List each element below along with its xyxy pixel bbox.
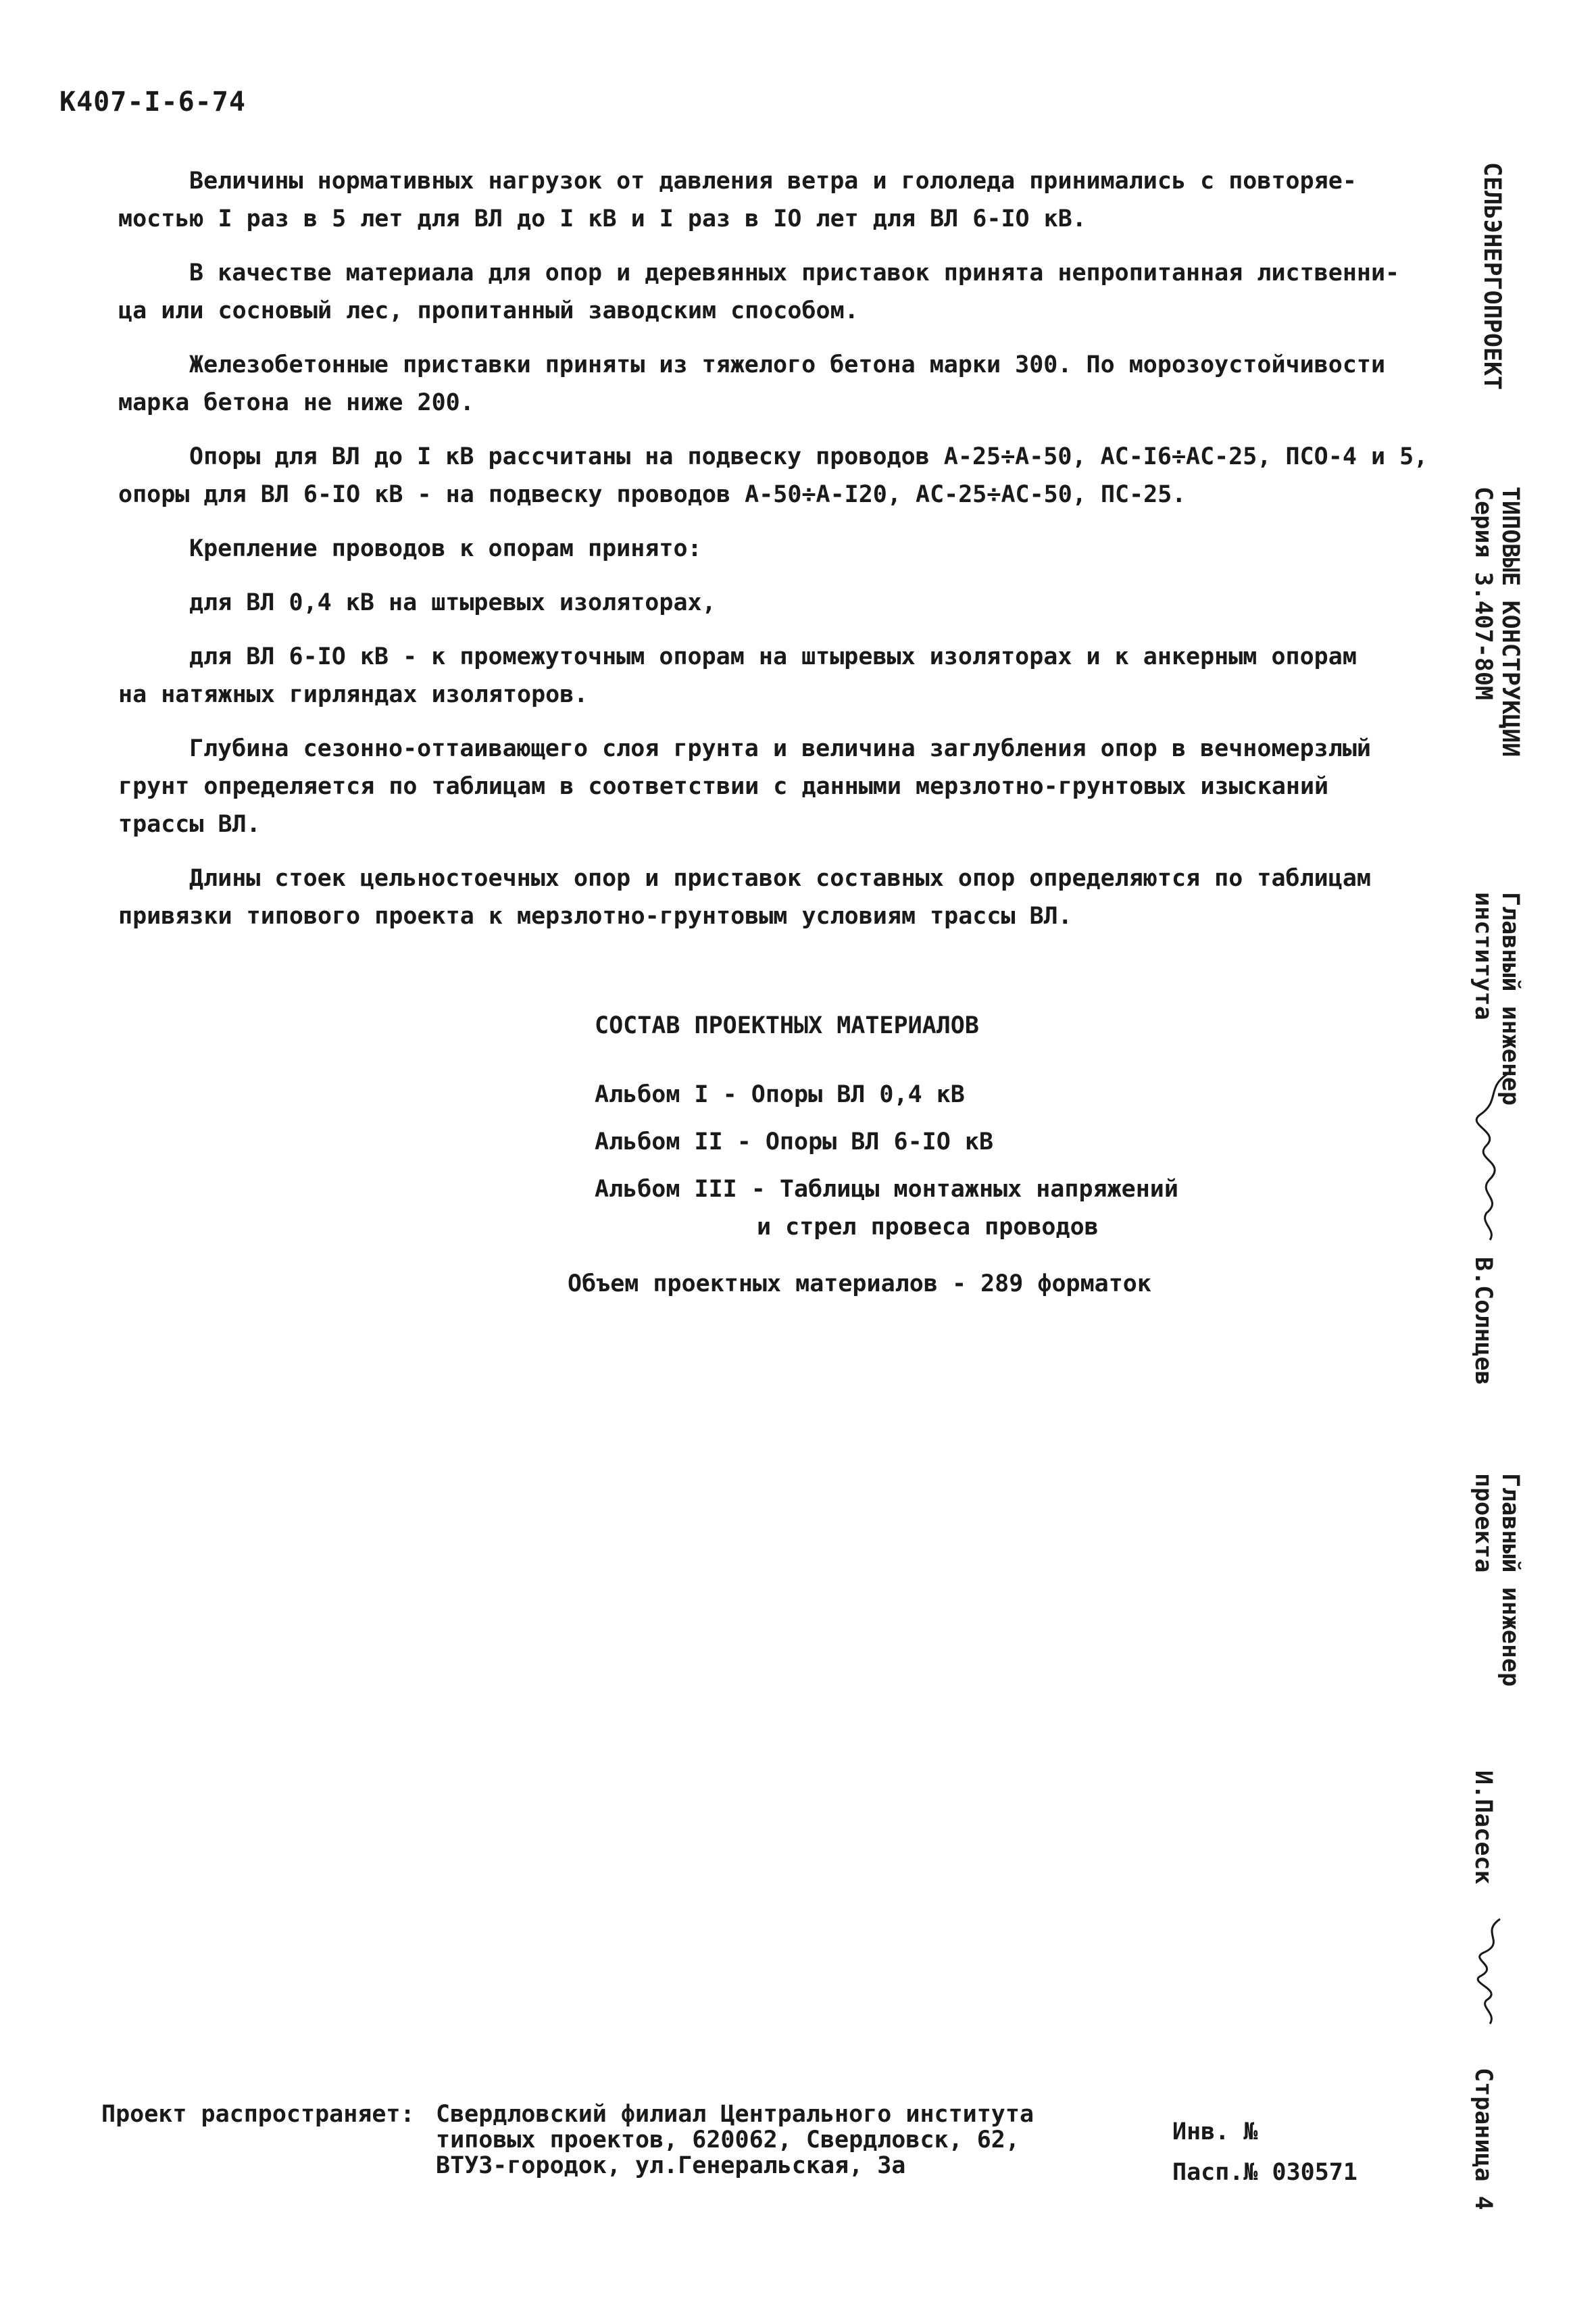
signature-solntsev [1460,1068,1520,1243]
side-chief-proj-name: И.Пасеск [1470,1770,1497,1885]
paragraph-line: для ВЛ 0,4 кВ на штыревых изоляторах, [189,589,716,616]
paragraph-line: Железобетонные приставки приняты из тяжелого бетона марки 300. По морозоустойчивости [189,351,1386,378]
side-title: ТИПОВЫЕ КОНСТРУКЦИИ [1497,487,1524,757]
side-page-label: Страница 4 [1470,2068,1497,2210]
side-chief-inst-1: Главный инженер [1497,892,1524,1106]
paragraph [118,638,1456,714]
paragraph-line: В качестве материала для опор и деревянных приставок принята непропитанная лиственни- [189,259,1400,287]
paragraph [118,860,1456,935]
body-text [118,162,1456,951]
album-3: Альбом III - Таблицы монтажных напряжений и стрел провеса проводов [595,1176,1178,1241]
footer-address: Свердловский филиал Центрального института типовых проектов, 620062, Свердловск, 62, ВТУЗ-городок, ул.Генеральская, 3а [436,2101,1034,2179]
inv-label: Инв. № [1172,2118,1258,2145]
paragraph-line: ца или сосновый лес, пропитанный заводским способом. [118,297,859,324]
paragraph [118,730,1456,843]
signature-paseck [1460,1912,1520,2027]
paragraph-line: на натяжных гирляндах изоляторов. [118,681,589,708]
paragraph-line: мостью I раз в 5 лет для ВЛ до I кВ и I раз в IO лет для ВЛ 6-IO кВ. [118,205,1087,232]
paragraph-line: Глубина сезонно-оттаивающего слоя грунта и величина заглубления опор в вечномерзлый [189,735,1371,762]
paragraph-line: трассы ВЛ. [118,811,261,838]
paragraph [118,438,1456,514]
album-2: Альбом II - Опоры ВЛ 6-IO кВ [595,1128,994,1155]
side-chief-inst-name: В.Солнцев [1470,1257,1497,1385]
album-1: Альбом I - Опоры ВЛ 0,4 кВ [595,1081,965,1108]
paragraph-line: Крепление проводов к опорам принято: [189,535,702,562]
paragraph-line: Опоры для ВЛ до I кВ рассчитаны на подвеску проводов А-25÷А-50, АС-I6÷АС-25, ПСО-4 и 5, [189,443,1428,470]
side-chief-proj-1: Главный инженер [1497,1473,1524,1687]
paragraph [118,584,1456,622]
inventory-block [1172,2112,1357,2193]
document-code: К407-I-6-74 [59,86,246,118]
paragraph-line: привязки типового проекта к мерзлотно-грунтовым условиям трассы ВЛ. [118,903,1072,930]
side-chief-inst-2: института [1470,892,1497,1020]
paragraph-line: Величины нормативных нагрузок от давления ветра и гололеда принимались с повторяе- [189,168,1357,195]
contents-section [595,1007,1270,1255]
contents-title: СОСТАВ ПРОЕКТНЫХ МАТЕРИАЛОВ [595,1012,979,1039]
paragraph-line: грунт определяется по таблицам в соответствии с данными мерзлотно-грунтовых изысканий [118,773,1329,800]
pass-label: Пасп.№ 030571 [1172,2159,1357,2186]
paragraph-line: для ВЛ 6-IO кВ - к промежуточным опорам на штыревых изоляторах и к анкерным опорам [189,643,1357,670]
footer-label: Проект распространяет: [101,2101,415,2128]
paragraph [118,254,1456,330]
volume-line: Объем проектных материалов - 289 форматок [568,1270,1151,1297]
paragraph-line: Длины стоек цельностоечных опор и приставок составных опор определяются по таблицам [189,865,1371,892]
paragraph-line: марка бетона не ниже 200. [118,389,474,416]
paragraph [118,162,1456,238]
side-series: Серия 3.407-80М [1470,487,1497,701]
side-org: СЕЛЬЭНЕРГОПРОЕКТ [1478,162,1505,391]
paragraph [118,346,1456,422]
side-chief-proj-2: проекта [1470,1473,1497,1573]
paragraph [118,530,1456,568]
paragraph-line: опоры для ВЛ 6-IO кВ - на подвеску проводов А-50÷А-I20, АС-25÷АС-50, ПС-25. [118,481,1187,508]
